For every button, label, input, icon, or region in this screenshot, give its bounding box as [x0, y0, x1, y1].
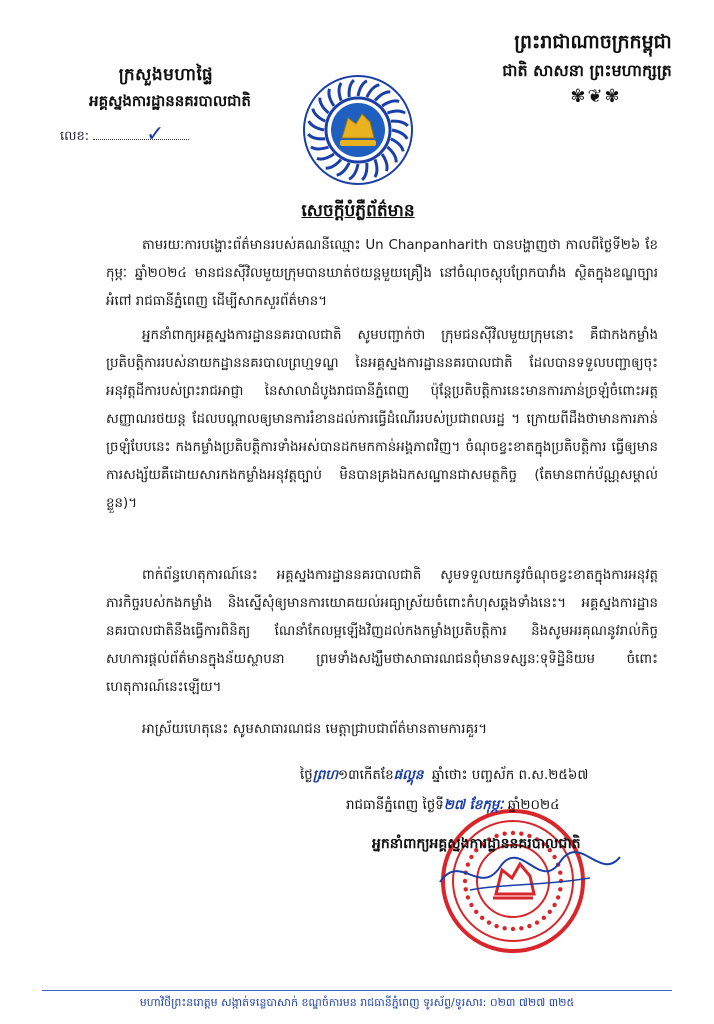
paragraph-1: តាមរយៈការបង្ហោះព័ត៌មានរបស់គណនីឈ្មោះ Un Chanpanharith បានបង្ហាញថា កាលពីថ្ងៃទី២៦ ខែកុម្ភៈ ឆ្នាំ២០២៤ មានជនស៊ីវិលមួយក្រុមបានឃាត់ថយន្តមួយគ្រឿង នៅចំណុចស្តុបព្រែកបាវាំង ស្ថិតក្នុងខណ្ឌច្បារអំពៅ រាជធានីភ្នំពេញ ដើម្បីសាកសួរព័ត៌មាន។	[106, 238, 658, 309]
seal-dot	[474, 910, 478, 914]
ornament-icon: ✾❦✾	[570, 86, 622, 107]
seal-dot	[535, 920, 539, 924]
seal-dot	[469, 903, 473, 907]
solar-day-handwritten: ២៧ ខែកុម្ភៈ	[443, 798, 504, 813]
seal-dot	[480, 916, 484, 920]
signer-title: អ្នកនាំពាក្យអគ្គស្នងការដ្ឋាននគរបាលជាតិ	[372, 836, 581, 852]
kingdom-name: ព្រះរាជាណាចក្រកម្ពុជា	[514, 31, 672, 53]
paragraph-3: ពាក់ព័ន្ធហេតុការណ៍នេះ អគ្គស្នងការដ្ឋាននគរបាលជាតិ សូមទទួលយកនូវចំណុចខ្វះខាតក្នុងការអនុវត្តភារកិច្ចរបស់កងកម្លាំង និងស្នើសុំឲ្យមានការយោគយល់អធ្យាស្រ័យចំពោះកំហុសឆ្គងទាំងនេះ។ អគ្គស្នងការដ្ឋាននគរបាលជាតិនឹងធ្វើការពិនិត្យ ណែនាំកែលម្អឡើងវិញដល់កងកម្លាំងប្រតិបត្តិការ និងសូមអរគុណនូវរាល់កិច្ចសហការផ្តល់ព័ត៌មានក្នុងន័យស្ថាបនា ព្រមទាំងសង្ឃឹមថាសាធារណជនពុំមានទស្សនៈទុទិដ្ឋិនិយម ចំពោះហេតុការណ៍នេះឡើយ។	[106, 568, 658, 695]
check-mark-icon: ✓	[146, 122, 165, 147]
seal-dot	[511, 927, 515, 931]
footer-divider	[42, 990, 672, 991]
solar-year: ឆ្នាំ២០២៤	[507, 798, 560, 813]
footer-address: មហាវិថីព្រះនរោត្តម សង្កាត់ទន្លេបាសាក់ ខណ្ឌចំការមន រាជធានីភ្នំពេញ ទូរស័ព្ទ/ទូរសារ: ០២៣ ៧២៧ ៣២៥	[139, 996, 575, 1009]
seal-dot	[494, 924, 498, 928]
handwritten-signature	[430, 842, 630, 902]
ministry-name: ក្រសួងមហាផ្ទៃ	[118, 65, 214, 85]
reference-number-row	[60, 128, 189, 147]
lunar-month-label: ខែ	[380, 768, 394, 783]
seal-dot	[552, 903, 556, 907]
reference-number-label: លេខ:	[60, 129, 90, 144]
lunar-date-prefix: ថ្ងៃ	[300, 768, 313, 783]
lunar-date	[300, 766, 588, 786]
paragraph-2: អ្នកនាំពាក្យអគ្គស្នងការដ្ឋាននគរបាលជាតិ សូមបញ្ជាក់ថា ក្រុមជនស៊ីវិលមួយក្រុមនោះ គឺជាកងកម្លាំងប្រតិបត្តិការរបស់នាយកដ្ឋាននគរបាលព្រហ្មទណ្ឌ នៃអគ្គស្នងការដ្ឋាននគរបាលជាតិ ដែលបានទទួលបញ្ជាឲ្យចុះអនុវត្តដីការបស់ព្រះរាជអាជ្ញា នៃសាលាដំបូងរាជធានីភ្នំពេញ ប៉ុន្តែប្រតិបត្តិការនេះមានការភាន់ច្រឡំចំពោះអត្តសញ្ញាណរថយន្ត ដែលបណ្តាលឲ្យមានការរំខានដល់ការធ្វើដំណើររបស់ប្រជាពលរដ្ឋ ។ ក្រោយពីដឹងថាមានការភាន់ច្រឡំបែបនេះ កងកម្លាំងប្រតិបត្តិការទាំងអស់បានដកមកកាន់អង្គភាពវិញ។ ចំណុចខ្វះខាតក្នុងប្រតិបត្តិការ ធ្វើឲ្យមានការសង្ស័យគឺដោយសារកងកម្លាំងអនុវត្តច្បាប់ មិនបានគ្រងឯកសណ្ឋានជាសមត្ថកិច្ច (តែមានពាក់ប័ណ្ណសម្គាល់ខ្លួន)។	[106, 328, 658, 511]
reference-number-dots	[93, 129, 189, 140]
seal-dot	[519, 926, 523, 930]
police-emblem-logo	[302, 74, 414, 186]
lunar-weekday-handwritten: ព្រហ	[312, 768, 338, 783]
department-name: អគ្គស្នងការដ្ឋាននគរបាលជាតិ	[89, 92, 251, 110]
seal-dot	[542, 916, 546, 920]
solar-date-prefix: រាជធានីភ្នំពេញ ថ្ងៃទី	[346, 798, 444, 813]
lunar-year: ឆ្នាំថោះ បញ្ចស័ក ព.ស.២៥៦៧	[431, 768, 589, 783]
seal-dot	[487, 920, 491, 924]
lunar-day: ១៣កើត	[338, 768, 381, 783]
solar-date	[346, 796, 560, 816]
national-motto: ជាតិ សាសនា ព្រះមហាក្សត្រ	[502, 61, 672, 80]
seal-dot	[502, 926, 506, 930]
lunar-month-handwritten: ផល្គុន	[393, 768, 424, 783]
seal-dot	[527, 924, 531, 928]
paragraph-4: អាស្រ័យហេតុនេះ សូមសាធារណជន មេត្តាជ្រាបជាព័ត៌មានតាមការគួរ។	[142, 722, 488, 737]
seal-dot	[548, 910, 552, 914]
document-title: សេចក្ដីបំភ្លឺព័ត៌មាន	[301, 201, 415, 221]
